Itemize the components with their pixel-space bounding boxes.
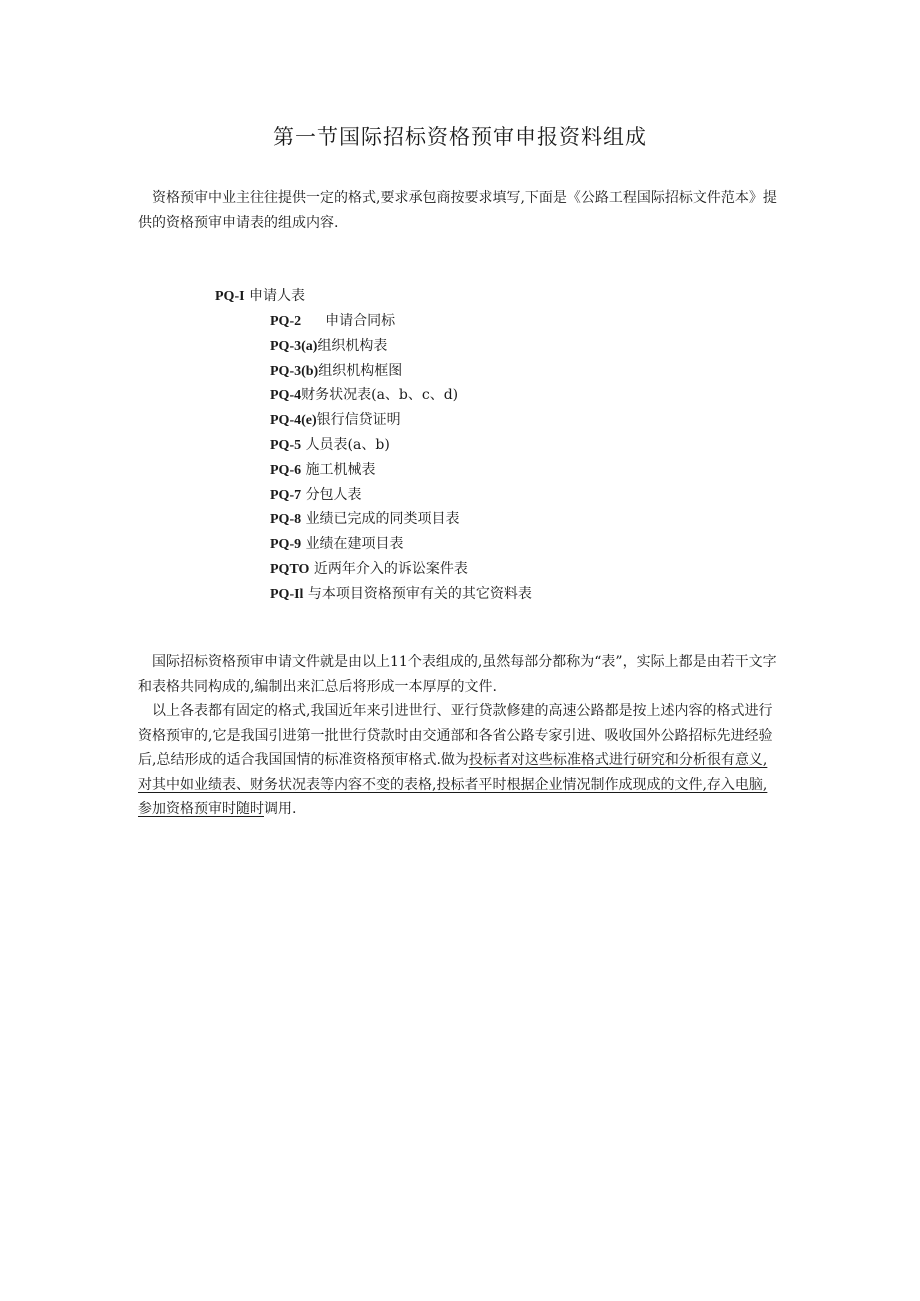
- underlined-text: 投标者对这些标准格式进行研究和分析很有意义,对其中如业绩表、财务状况表等内容不变的表格,投标者平时根据企业情况制作成现成的文件,存入电脑,参加资格预审时随时: [138, 752, 768, 817]
- form-code: PQ-7: [270, 487, 302, 503]
- form-label: 组织机构框图: [318, 362, 403, 379]
- form-code: PQ-Il: [270, 586, 304, 602]
- form-code: PQ-3(a): [270, 338, 318, 354]
- form-list-item: [270, 408, 532, 433]
- form-list-item: [270, 483, 532, 508]
- form-list-item: [270, 309, 532, 334]
- form-list-item: [215, 284, 305, 309]
- form-code: PQ-8: [270, 512, 302, 528]
- summary-paragraph: 国际招标资格预审申请文件就是由以上11个表组成的,虽然每部分都称为“表”，实际上都是由若干文字和表格共同构成的,编制出来汇总后将形成一本厚厚的文件.: [138, 654, 777, 695]
- form-list-item: [270, 433, 532, 458]
- form-label: 业绩在建项目表: [305, 536, 404, 553]
- form-label: 人员表(a、b): [305, 436, 390, 453]
- intro-paragraph: 资格预审中业主往往提供一定的格式,要求承包商按要求填写,下面是《公路工程国际招标文件范本》提供的资格预审申请表的组成内容.: [138, 190, 777, 231]
- form-code: PQ-I: [215, 289, 245, 304]
- form-list-item: [270, 532, 532, 557]
- form-code: PQ-5: [270, 437, 302, 453]
- form-code: PQ-3(b): [270, 363, 319, 379]
- form-label: 银行信贷证明: [316, 412, 401, 429]
- form-label: 组织机构表: [317, 337, 388, 354]
- form-list-item: [270, 359, 532, 384]
- form-label: 施工机械表: [305, 461, 376, 478]
- form-list-item: [270, 334, 532, 359]
- form-label: 申请人表: [249, 288, 306, 304]
- form-label: 申请合同标: [325, 313, 396, 329]
- form-code: PQ-2: [270, 314, 302, 329]
- form-list-item: [270, 557, 532, 582]
- form-label: 业绩已完成的同类项目表: [305, 511, 460, 528]
- form-code: PQ-6: [270, 462, 302, 478]
- form-label: 近两年介入的诉讼案件表: [313, 560, 468, 577]
- form-label: 与本项目资格预审有关的其它资料表: [307, 585, 532, 602]
- form-code: PQ-9: [270, 537, 302, 553]
- page-title: 第一节国际招标资格预审申报资料组成: [273, 125, 647, 149]
- form-list-item: [270, 458, 532, 483]
- form-list-item: [270, 507, 532, 532]
- form-label: 分包人表: [305, 486, 362, 503]
- form-list-item: [270, 383, 532, 408]
- form-code: PQ-4: [270, 388, 302, 404]
- format-paragraph-tail: 调用.: [264, 801, 297, 817]
- format-paragraph: [138, 699, 778, 822]
- form-list-item: [270, 582, 532, 607]
- form-sublist: [270, 309, 532, 607]
- format-paragraph-text: 以上各表都有固定的格式,我国近年来引进世行、亚行贷款修建的高速公路都是按上述内容的格式进行资格预审的,它是我国引进第一批世行贷款时由交通部和各省公路专家引进、吸收国外公路招标先进经验后,总结形成的适合我国国情的标准资格预审格式.做为: [138, 703, 773, 768]
- form-code: PQTO: [270, 561, 310, 577]
- form-label: 财务状况表(a、b、c、d): [301, 387, 459, 404]
- form-code: PQ-4(e): [270, 413, 317, 429]
